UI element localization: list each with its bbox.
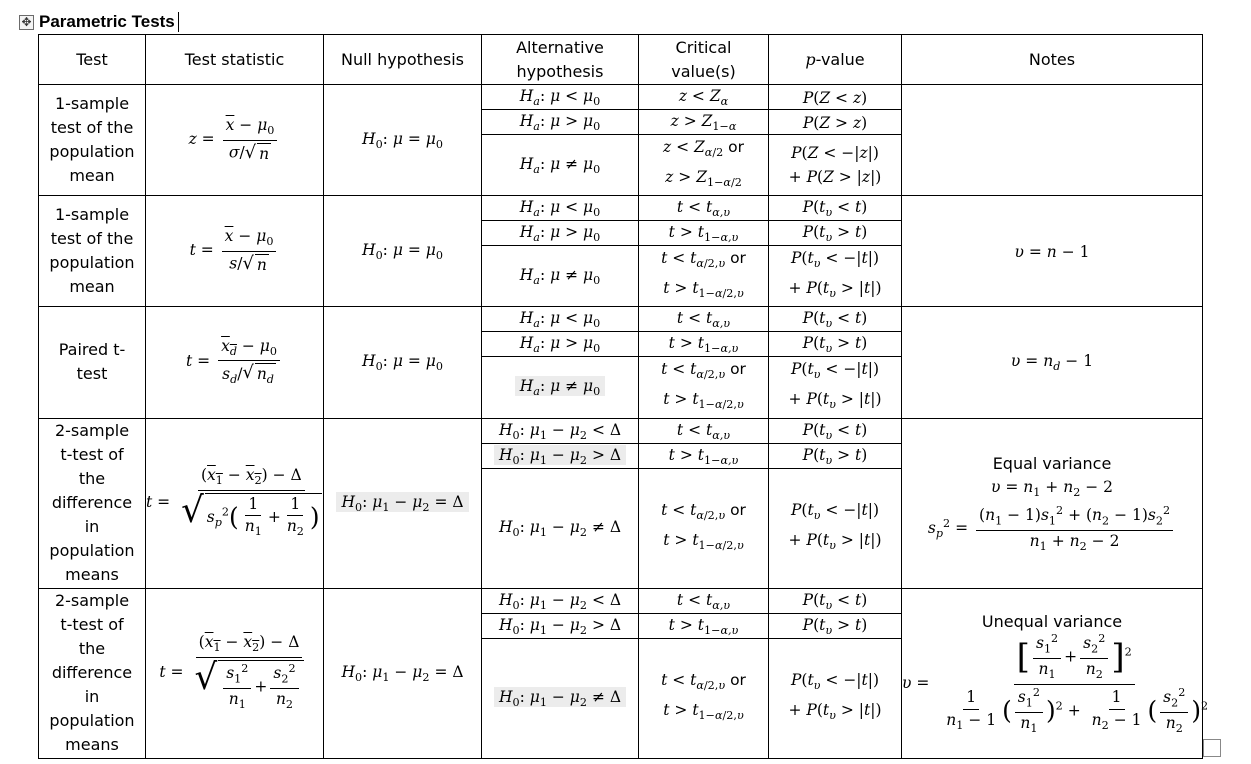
text-cursor — [178, 12, 179, 32]
p-value-cell: P(Z < −|z|) + P(Z > |z|) — [769, 135, 902, 196]
test-statistic-cell: z = $\overline{x} - \mu_0$ σ/ √ n — [146, 85, 324, 196]
header-critical: Critical value(s) — [639, 35, 769, 85]
p-value-cell: $P(t_\upsilon > t)$ — [769, 332, 902, 357]
table-row — [39, 85, 1203, 110]
critical-value-cell: $t < t_{\alpha,\upsilon}$ — [639, 418, 769, 443]
alt-hypothesis-cell: $H_a$: $\mu < \mu_0$ — [482, 307, 639, 332]
resize-handle-icon[interactable] — [1203, 739, 1221, 757]
test-name-cell: Paired t- test — [39, 307, 146, 418]
critical-value-cell: $t > t_{1-\alpha,\upsilon}$ — [639, 443, 769, 468]
alt-hypothesis-cell: $H_a$: $\mu > \mu_0$ — [482, 110, 639, 135]
parametric-tests-table — [38, 34, 1209, 759]
test-statistic-cell: t = $x_d - \mu_0$ $s_d/$ √ $n_d$ — [146, 307, 324, 418]
p-value-cell: $P(t_\upsilon > t)$ — [769, 613, 902, 638]
header-statistic: Test statistic — [146, 35, 324, 85]
critical-value-cell: $t < t_{\alpha,\upsilon}$ — [639, 307, 769, 332]
header-test: Test — [39, 35, 146, 85]
table-row — [39, 418, 1203, 443]
notes-cell — [902, 85, 1203, 196]
test-name-cell: 2-sample t-test of the difference in population means — [39, 418, 146, 588]
header-row — [39, 35, 1203, 85]
test-name-cell: 2-sample t-test of the difference in population means — [39, 588, 146, 758]
alt-hypothesis-cell: $H_a$: $\mu < \mu_0$ — [482, 196, 639, 221]
null-hypothesis-cell: $H_0$: $\mu = \mu_0$ — [324, 307, 482, 418]
alt-hypothesis-cell: $H_0$: $\mu_1 - \mu_2 > \Delta$ — [482, 443, 639, 468]
p-value-cell: $P(t_\upsilon < t)$ — [769, 418, 902, 443]
p-value-cell: $P(t_\upsilon < -|t|)$ + $P(t_\upsilon > |t|)$ — [769, 468, 902, 588]
notes-cell: $\upsilon = n_d - 1$ — [902, 307, 1203, 418]
test-statistic-cell: t = $(x_1 - x_2) - \Delta$ √ $s_p^2$( $\frac{1}{n_1}$ + $\frac{1}{n_2}$ ) — [146, 418, 324, 588]
p-value-cell: $P(t_\upsilon < t)$ — [769, 196, 902, 221]
critical-value-cell: $t < t_{\alpha/2,\upsilon}$ or $t > t_{1-\alpha/2,\upsilon}$ — [639, 357, 769, 418]
alt-hypothesis-cell: $H_a$: $\mu \ne \mu_0$ — [482, 135, 639, 196]
move-handle-icon[interactable]: ✥ — [19, 15, 34, 30]
critical-value-cell: $z < Z_\alpha$ — [639, 85, 769, 110]
p-value-cell: $P(t_\upsilon < -|t|)$ + $P(t_\upsilon > |t|)$ — [769, 638, 902, 758]
header-notes: Notes — [902, 35, 1203, 85]
critical-value-cell: $t > t_{1-\alpha,\upsilon}$ — [639, 221, 769, 246]
alt-hypothesis-cell: $H_0$: $\mu_1 - \mu_2 > \Delta$ — [482, 613, 639, 638]
header-alternative: Alternative hypothesis — [482, 35, 639, 85]
null-hypothesis-cell: $H_0$: $\mu_1 - \mu_2 = \Delta$ — [324, 418, 482, 588]
critical-value-cell: $t < t_{\alpha/2,\upsilon}$ or $t > t_{1-\alpha/2,\upsilon}$ — [639, 638, 769, 758]
critical-value-cell: $t > t_{1-\alpha,\upsilon}$ — [639, 613, 769, 638]
alt-hypothesis-cell: $H_0$: $\mu_1 - \mu_2 \ne \Delta$ — [482, 638, 639, 758]
notes-cell: υ = n − 1 — [902, 196, 1203, 307]
p-value-cell: $P(t_\upsilon < -|t|)$ + $P(t_\upsilon > |t|)$ — [769, 246, 902, 307]
null-hypothesis-cell: $H_0$: $\mu_1 - \mu_2 = \Delta$ — [324, 588, 482, 758]
p-value-cell: $P(t_\upsilon < t)$ — [769, 307, 902, 332]
critical-value-cell: $t < t_{\alpha,\upsilon}$ — [639, 196, 769, 221]
notes-cell: Equal variance $\upsilon = n_1 + n_2 - 2$ $s_p^2$ = $\frac{(n_1 - 1)s_1^2 + (n_2 - 1)s_2^2}{n_1 + n_2 - 2}$ — [902, 418, 1203, 588]
table-row — [39, 196, 1203, 221]
table-row — [39, 307, 1203, 332]
p-value-cell: $P(t_\upsilon < -|t|)$ + $P(t_\upsilon > |t|)$ — [769, 357, 902, 418]
alt-hypothesis-cell: $H_a$: $\mu \ne \mu_0$ — [482, 357, 639, 418]
p-value-cell: $P(t_\upsilon > t)$ — [769, 221, 902, 246]
test-statistic-cell: t = $\overline{x} - \mu_0$ s/ √ n — [146, 196, 324, 307]
alt-hypothesis-cell: $H_0$: $\mu_1 - \mu_2 < \Delta$ — [482, 588, 639, 613]
alt-hypothesis-cell: $H_a$: $\mu \ne \mu_0$ — [482, 246, 639, 307]
p-value-cell: P(Z < z) — [769, 85, 902, 110]
p-value-cell: $P(t_\upsilon > t)$ — [769, 443, 902, 468]
alt-hypothesis-cell: $H_a$: $\mu > \mu_0$ — [482, 332, 639, 357]
critical-value-cell: $z < Z_{\alpha/2}$ or $z > Z_{1-\alpha/2}$ — [639, 135, 769, 196]
critical-value-cell: $t < t_{\alpha/2,\upsilon}$ or $t > t_{1-\alpha/2,\upsilon}$ — [639, 246, 769, 307]
null-hypothesis-cell: $H_0$: $\mu = \mu_0$ — [324, 85, 482, 196]
critical-value-cell: $t > t_{1-\alpha,\upsilon}$ — [639, 332, 769, 357]
notes-cell: Unequal variance υ = [ $\frac{s_1^2}{n_1}$ + $\frac{s_2^2}{n_2}$ ]$^2$ $\frac{1}{n_1 - 1}$ ( $\frac{s_1^2}{n_1}$ )$^2$ + $\frac{1}{n_2 - 1}$ ( $\frac{s_2^2}{n_2}$ )$^2$ — [902, 588, 1203, 758]
alt-hypothesis-cell: $H_0$: $\mu_1 - \mu_2 \ne \Delta$ — [482, 468, 639, 588]
test-statistic-cell: t = $(x_1 - x_2) - \Delta$ √ $\frac{s_1^2}{n_1}$ + $\frac{s_2^2}{n_2}$ — [146, 588, 324, 758]
header-pvalue: p-value — [769, 35, 902, 85]
p-value-cell: P(Z > z) — [769, 110, 902, 135]
header-null: Null hypothesis — [324, 35, 482, 85]
test-name-cell: 1-sample test of the population mean — [39, 196, 146, 307]
null-hypothesis-cell: $H_0$: $\mu = \mu_0$ — [324, 196, 482, 307]
test-name-cell: 1-sample test of the population mean — [39, 85, 146, 196]
alt-hypothesis-cell: $H_0$: $\mu_1 - \mu_2 < \Delta$ — [482, 418, 639, 443]
critical-value-cell: $z > Z_{1-\alpha}$ — [639, 110, 769, 135]
page-title: Parametric Tests — [39, 12, 175, 31]
alt-hypothesis-cell: $H_a$: $\mu < \mu_0$ — [482, 85, 639, 110]
critical-value-cell: $t < t_{\alpha,\upsilon}$ — [639, 588, 769, 613]
critical-value-cell: $t < t_{\alpha/2,\upsilon}$ or $t > t_{1-\alpha/2,\upsilon}$ — [639, 468, 769, 588]
alt-hypothesis-cell: $H_a$: $\mu > \mu_0$ — [482, 221, 639, 246]
p-value-cell: $P(t_\upsilon < t)$ — [769, 588, 902, 613]
table-row — [39, 588, 1203, 613]
